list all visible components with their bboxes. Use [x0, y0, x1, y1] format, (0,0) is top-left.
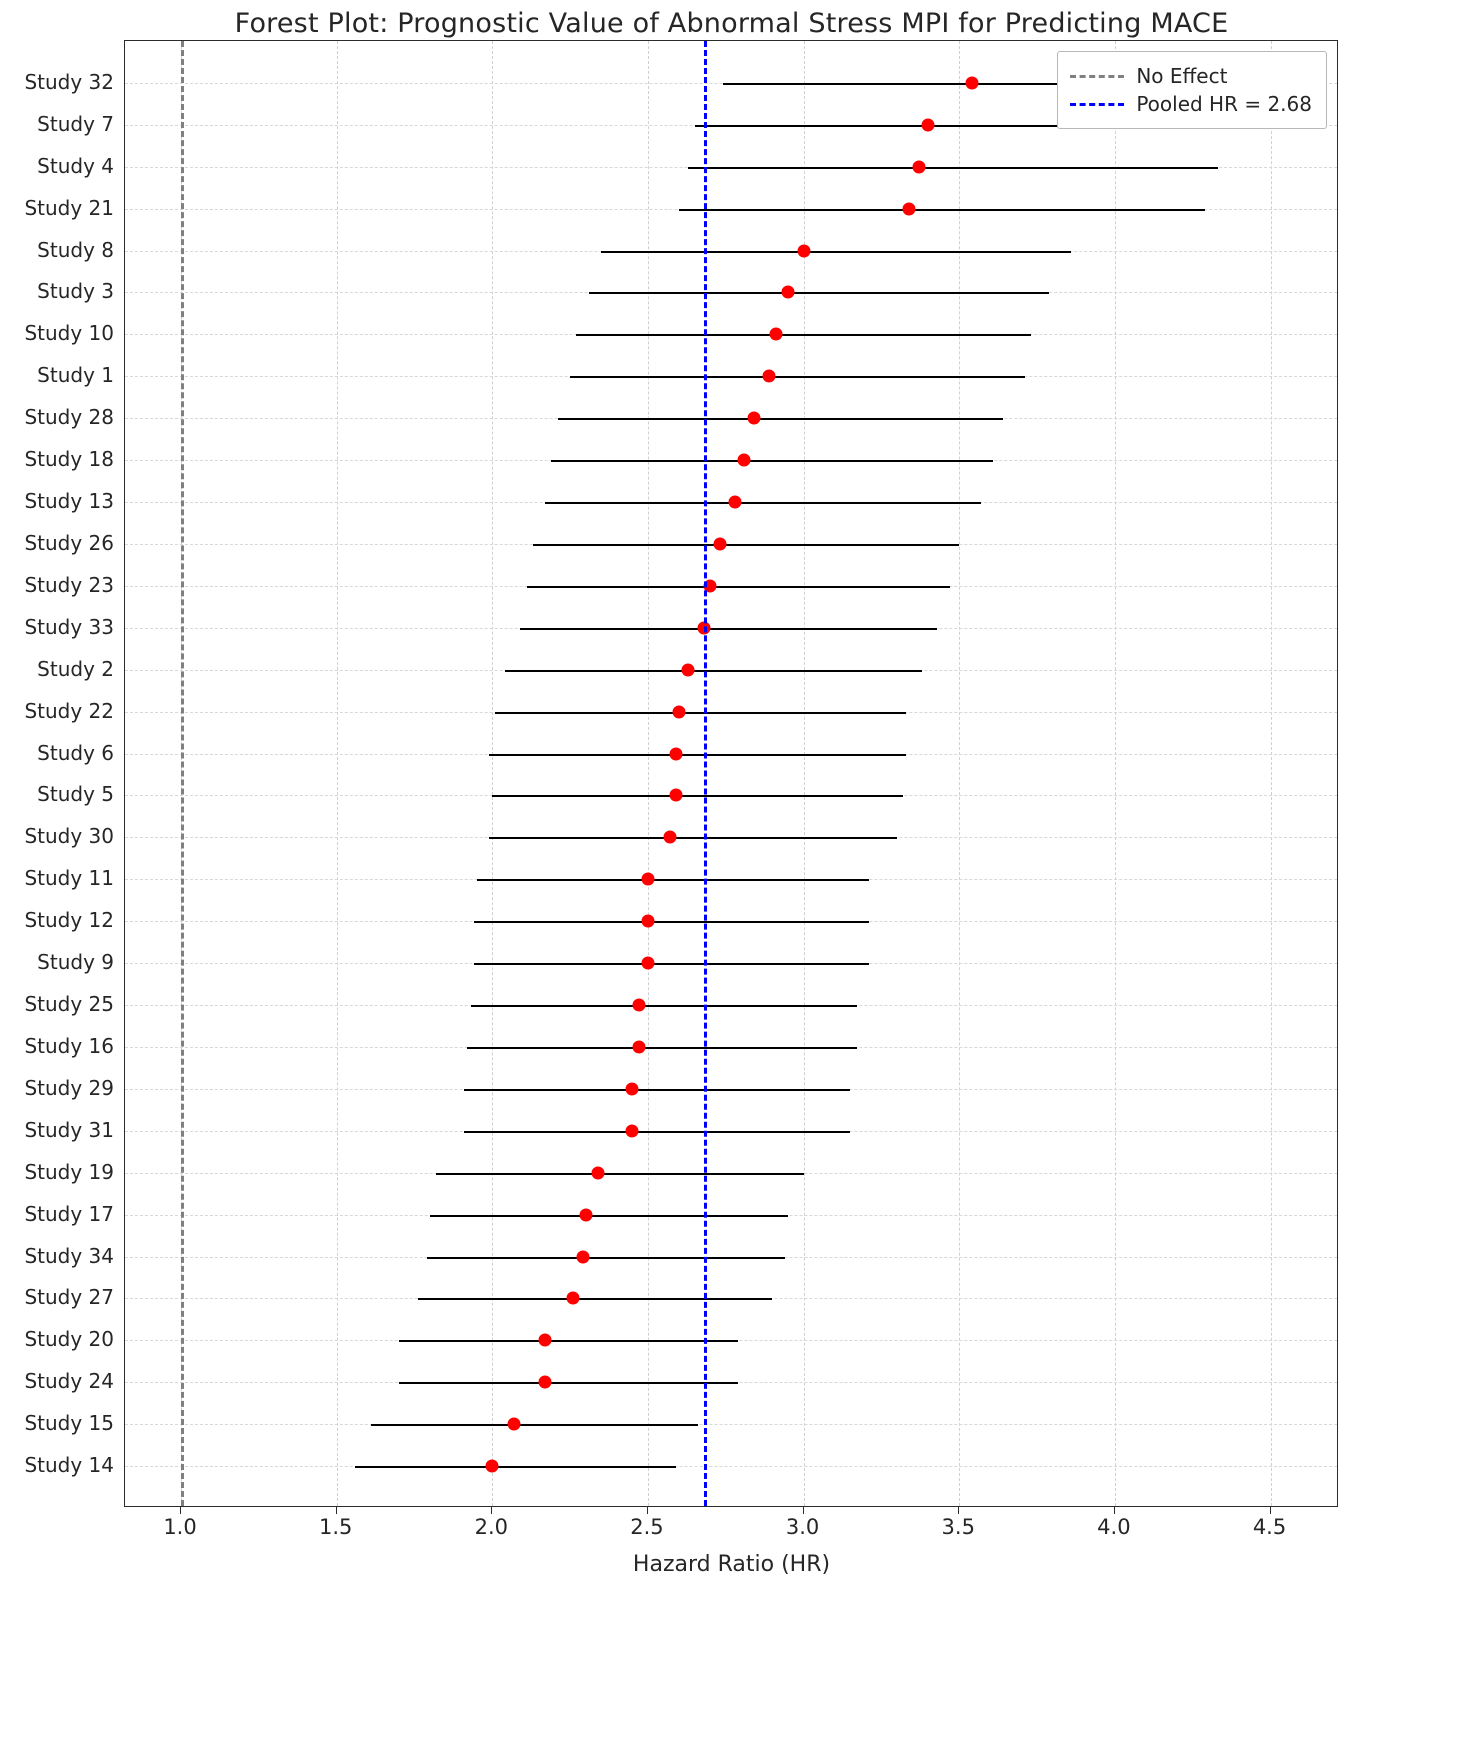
y-axis-tick-label: Study 8 — [37, 237, 114, 262]
y-axis-tick-label: Study 27 — [24, 1285, 114, 1310]
x-axis-ticks — [124, 1507, 1338, 1547]
y-axis-tick-label: Study 29 — [24, 1075, 114, 1100]
y-axis-tick-label: Study 9 — [37, 950, 114, 975]
confidence-interval-line — [436, 1173, 803, 1175]
y-axis-tick-label: Study 13 — [24, 489, 114, 514]
effect-estimate-point — [669, 747, 682, 760]
y-axis-tick-label: Study 21 — [24, 195, 114, 220]
effect-estimate-point — [797, 244, 810, 257]
x-gridline — [959, 41, 960, 1506]
legend-label-no-effect: No Effect — [1136, 64, 1228, 88]
y-axis-tick-label: Study 14 — [24, 1453, 114, 1478]
legend-item-pooled-hr — [1070, 90, 1312, 118]
y-axis-tick-label: Study 15 — [24, 1411, 114, 1436]
x-tick-mark — [1114, 1507, 1115, 1514]
effect-estimate-point — [713, 537, 726, 550]
effect-estimate-point — [673, 705, 686, 718]
pooled-hr-line — [704, 41, 707, 1506]
y-gridline — [125, 1466, 1337, 1467]
confidence-interval-line — [520, 628, 937, 630]
confidence-interval-line — [551, 460, 993, 462]
effect-estimate-point — [641, 957, 654, 970]
confidence-interval-line — [418, 1298, 773, 1300]
y-axis-tick-label: Study 12 — [24, 908, 114, 933]
x-axis-tick-label: 3.0 — [785, 1515, 820, 1539]
y-axis-tick-label: Study 2 — [37, 656, 114, 681]
x-axis-tick-label: 4.5 — [1252, 1515, 1287, 1539]
x-tick-mark — [180, 1507, 181, 1514]
confidence-interval-line — [474, 921, 869, 923]
chart-title: Forest Plot: Prognostic Value of Abnormal Stress MPI for Predicting MACE — [234, 8, 1229, 39]
confidence-interval-line — [399, 1340, 738, 1342]
confidence-interval-line — [723, 83, 1093, 85]
y-axis-tick-label: Study 20 — [24, 1327, 114, 1352]
y-axis-tick-label: Study 22 — [24, 698, 114, 723]
x-axis-tick-label: 3.5 — [941, 1515, 975, 1539]
legend — [1057, 51, 1327, 129]
y-axis-tick-label: Study 31 — [24, 1117, 114, 1142]
effect-estimate-point — [592, 1166, 605, 1179]
effect-estimate-point — [579, 1208, 592, 1221]
y-axis-tick-label: Study 24 — [24, 1369, 114, 1394]
y-axis-tick-label: Study 34 — [24, 1243, 114, 1268]
confidence-interval-line — [570, 376, 1024, 378]
confidence-interval-line — [527, 586, 950, 588]
y-axis-tick-label: Study 7 — [37, 111, 114, 136]
y-axis-tick-label: Study 16 — [24, 1033, 114, 1058]
confidence-interval-line — [495, 712, 906, 714]
confidence-interval-line — [492, 795, 903, 797]
effect-estimate-point — [747, 412, 760, 425]
y-axis-tick-label: Study 25 — [24, 992, 114, 1017]
effect-estimate-point — [763, 370, 776, 383]
confidence-interval-line — [505, 670, 922, 672]
effect-estimate-point — [738, 454, 751, 467]
effect-estimate-point — [965, 76, 978, 89]
confidence-interval-line — [545, 502, 981, 504]
y-axis-tick-label: Study 5 — [37, 782, 114, 807]
effect-estimate-point — [626, 1124, 639, 1137]
confidence-interval-line — [589, 292, 1050, 294]
x-gridline — [804, 41, 805, 1506]
plot-area — [124, 40, 1338, 1507]
effect-estimate-point — [508, 1418, 521, 1431]
confidence-interval-line — [601, 251, 1071, 253]
y-axis-tick-label: Study 32 — [24, 69, 114, 94]
effect-estimate-point — [567, 1292, 580, 1305]
y-axis-tick-label: Study 33 — [24, 614, 114, 639]
effect-estimate-point — [729, 496, 742, 509]
y-axis-tick-label: Study 6 — [37, 740, 114, 765]
x-axis-tick-label: 1.5 — [318, 1515, 353, 1539]
y-axis-tick-label: Study 4 — [37, 153, 114, 178]
confidence-interval-line — [427, 1257, 785, 1259]
x-gridline — [492, 41, 493, 1506]
effect-estimate-point — [682, 663, 695, 676]
effect-estimate-point — [641, 915, 654, 928]
confidence-interval-line — [430, 1215, 788, 1217]
y-axis-tick-label: Study 11 — [24, 866, 114, 891]
effect-estimate-point — [576, 1250, 589, 1263]
x-axis-tick-label: 1.0 — [163, 1515, 197, 1539]
x-tick-mark — [491, 1507, 492, 1514]
dashed-line-icon — [1070, 75, 1124, 78]
confidence-interval-line — [576, 334, 1030, 336]
confidence-interval-line — [399, 1382, 738, 1384]
x-gridline — [1115, 41, 1116, 1506]
x-axis-tick-label: 2.0 — [474, 1515, 509, 1539]
x-tick-mark — [958, 1507, 959, 1514]
y-axis-tick-label: Study 1 — [37, 363, 114, 388]
y-axis-labels — [0, 40, 114, 1507]
confidence-interval-line — [474, 963, 869, 965]
effect-estimate-point — [626, 1082, 639, 1095]
y-axis-tick-label: Study 3 — [37, 279, 114, 304]
y-axis-tick-label: Study 23 — [24, 572, 114, 597]
confidence-interval-line — [467, 1047, 856, 1049]
x-axis-title: Hazard Ratio (HR) — [632, 1552, 831, 1577]
confidence-interval-line — [371, 1424, 698, 1426]
confidence-interval-line — [679, 209, 1205, 211]
legend-item-no-effect — [1070, 62, 1312, 90]
dashed-line-icon — [1070, 103, 1124, 106]
effect-estimate-point — [632, 999, 645, 1012]
x-gridline — [1271, 41, 1272, 1506]
y-axis-tick-label: Study 10 — [24, 321, 114, 346]
confidence-interval-line — [489, 754, 906, 756]
y-axis-tick-label: Study 17 — [24, 1201, 114, 1226]
y-axis-tick-label: Study 26 — [24, 530, 114, 555]
x-gridline — [337, 41, 338, 1506]
effect-estimate-point — [641, 873, 654, 886]
x-tick-mark — [336, 1507, 337, 1514]
confidence-interval-line — [477, 879, 869, 881]
x-tick-mark — [647, 1507, 648, 1514]
no-effect-line — [181, 41, 184, 1506]
confidence-interval-line — [464, 1131, 850, 1133]
confidence-interval-line — [464, 1089, 850, 1091]
x-tick-mark — [803, 1507, 804, 1514]
effect-estimate-point — [912, 160, 925, 173]
effect-estimate-point — [769, 328, 782, 341]
confidence-interval-line — [558, 418, 1003, 420]
legend-label-pooled-hr: Pooled HR = 2.68 — [1136, 92, 1312, 116]
effect-estimate-point — [782, 286, 795, 299]
y-gridline — [125, 1424, 1337, 1425]
y-axis-tick-label: Study 28 — [24, 405, 114, 430]
confidence-interval-line — [688, 167, 1217, 169]
effect-estimate-point — [922, 118, 935, 131]
x-axis-tick-label: 2.5 — [630, 1515, 664, 1539]
confidence-interval-line — [355, 1466, 676, 1468]
effect-estimate-point — [539, 1376, 552, 1389]
x-gridline — [648, 41, 649, 1506]
effect-estimate-point — [632, 1040, 645, 1053]
x-tick-mark — [1270, 1507, 1271, 1514]
effect-estimate-point — [663, 831, 676, 844]
effect-estimate-point — [486, 1460, 499, 1473]
effect-estimate-point — [669, 789, 682, 802]
confidence-interval-line — [533, 544, 959, 546]
y-axis-tick-label: Study 18 — [24, 447, 114, 472]
effect-estimate-point — [903, 202, 916, 215]
x-axis-tick-label: 4.0 — [1097, 1515, 1131, 1539]
y-axis-tick-label: Study 30 — [24, 824, 114, 849]
effect-estimate-point — [539, 1334, 552, 1347]
confidence-interval-line — [471, 1005, 857, 1007]
y-axis-tick-label: Study 19 — [24, 1159, 114, 1184]
confidence-interval-line — [489, 837, 897, 839]
